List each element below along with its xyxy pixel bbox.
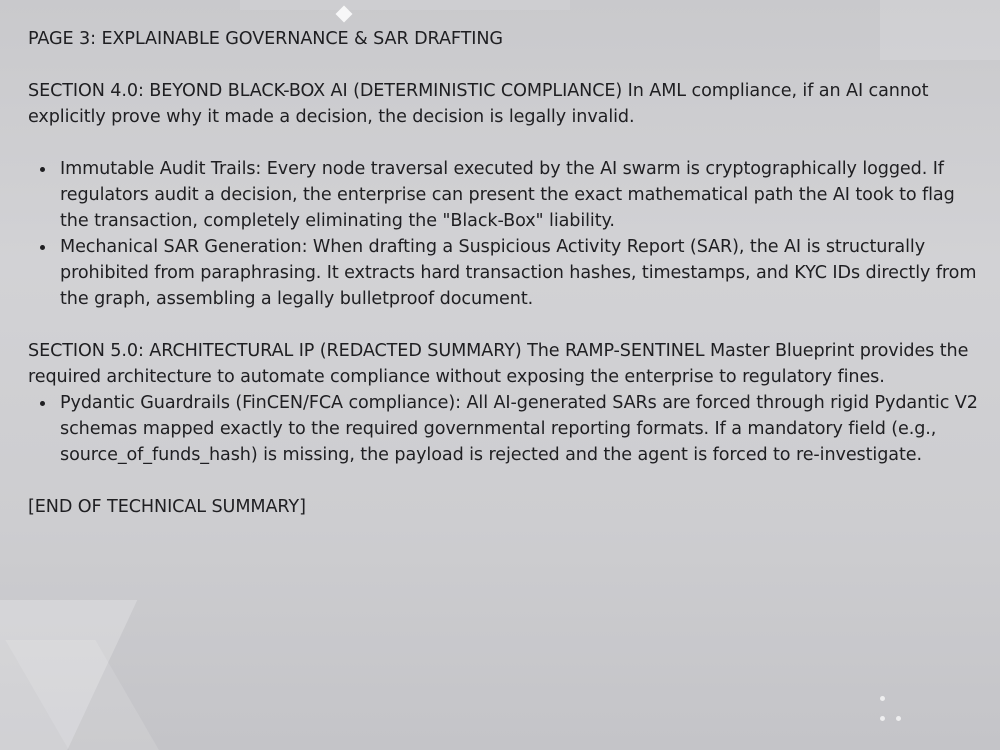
section-4-intro: SECTION 4.0: BEYOND BLACK-BOX AI (DETERMINISTIC COMPLIANCE) In AML compliance, if an AI cannot explicitly prove why it made a decision, the decision is legally invalid. [28,81,929,127]
sparkle-icon [336,6,353,23]
dot-icon [880,696,885,701]
section-5-bullet-list [28,390,978,468]
dot-icon [880,716,885,721]
section-5-intro: SECTION 5.0: ARCHITECTURAL IP (REDACTED SUMMARY) The RAMP-SENTINEL Master Blueprint provides the required architecture to automate compliance without exposing the enterprise to regulatory fines. [28,341,969,387]
page-title: PAGE 3: EXPLAINABLE GOVERNANCE & SAR DRAFTING [28,29,503,49]
end-note: [END OF TECHNICAL SUMMARY] [28,497,306,517]
background-shard [5,640,164,750]
list-item: Immutable Audit Trails: Every node traversal executed by the AI swarm is cryptographically logged. If regulators audit a decision, the enterprise can present the exact mathematical path the AI took to flag the transaction, completely eliminating the "Black-Box" liability. [60,156,978,234]
section-4-bullet-list [28,156,978,312]
document-body [28,26,978,520]
list-item: Pydantic Guardrails (FinCEN/FCA compliance): All AI-generated SARs are forced through rigid Pydantic V2 schemas mapped exactly to the required governmental reporting formats. If a mandatory field (e.g., source_of_funds_hash) is missing, the payload is rejected and the agent is forced to re-investigate. [60,390,978,468]
background-shard [240,0,570,10]
dot-icon [896,716,901,721]
list-item: Mechanical SAR Generation: When drafting a Suspicious Activity Report (SAR), the AI is structurally prohibited from paraphrasing. It extracts hard transaction hashes, timestamps, and KYC IDs directly from the graph, assembling a legally bulletproof document. [60,234,978,312]
background-shard [0,600,137,750]
